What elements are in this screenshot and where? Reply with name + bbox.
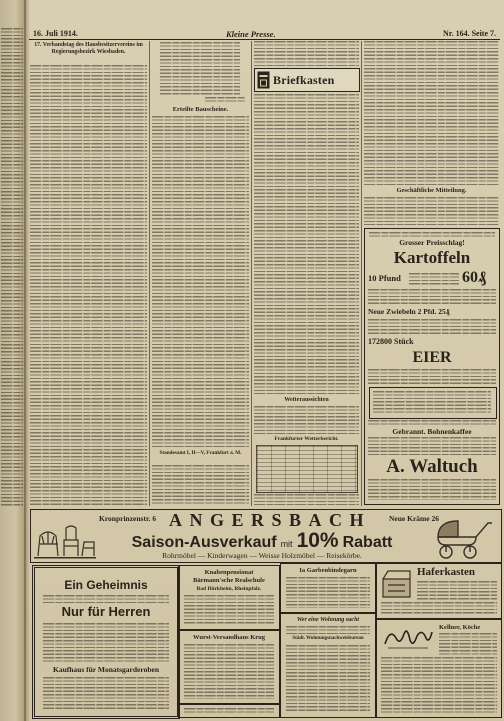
issue-date: 16. Juli 1914. xyxy=(33,29,78,38)
bottom-small-advertisement xyxy=(178,704,280,718)
weather-report-table xyxy=(256,445,358,493)
standesamt-list-text xyxy=(152,465,249,505)
issue-number: Nr. 164. Seite 7. xyxy=(442,29,496,38)
briefkasten-banner xyxy=(254,68,360,92)
staff-ad-text xyxy=(439,633,497,655)
ad-eggs-prices xyxy=(368,369,496,385)
ad-eggs-count: 172800 Stück xyxy=(368,337,414,346)
angersbach-product-list: Rohrmöbel — Kinderwagen — Weisse Holzmöbel — Reisekörbe. xyxy=(162,551,362,560)
ad-price: 60₰ xyxy=(462,269,486,286)
weather-outlook-heading: Wetteraussichten xyxy=(284,397,329,403)
furniture-illustration xyxy=(34,522,96,559)
ad-price-list-text xyxy=(368,319,496,335)
school-advertisement xyxy=(178,565,280,630)
header-rule xyxy=(29,39,500,40)
verbandstag-headline: 17. Verbandstag des Hausbesitzervereins im Regierungsbezirk Wiesbaden. xyxy=(34,42,143,55)
secret-ad-subtitle: Nur für Herren xyxy=(61,604,151,619)
ad-quantity-details xyxy=(409,273,459,285)
column-rule xyxy=(149,41,150,506)
poem-text xyxy=(160,42,240,96)
bottom-small-ad-text xyxy=(184,708,274,714)
sausage-advertisement xyxy=(178,630,280,704)
school-ad-line3: Bad Dürkheim, Rheinpfalz. xyxy=(196,586,262,592)
school-ad-line1: Knabenpensionat xyxy=(204,569,254,576)
ad-price-list-text xyxy=(368,420,496,426)
secret-ad-shop: Kaufhaus für Monatsgarderoben xyxy=(53,665,159,674)
bauscheine-list-text xyxy=(152,116,249,448)
ad-merchant-address xyxy=(368,479,496,500)
ad-eggs-price-box-text xyxy=(373,391,491,414)
standesamt-heading: Standesamt I, II—V, Frankfurt a. M. xyxy=(159,450,242,456)
secret-ad-text xyxy=(43,623,169,663)
angersbach-address-right: Neue Kräme 26 xyxy=(389,514,439,523)
secret-ad-title: Ein Geheimnis xyxy=(64,578,148,592)
weather-outlook-text xyxy=(254,406,359,434)
signature-logo xyxy=(382,624,434,652)
weather-footnote-text xyxy=(254,494,359,505)
ad-product: Kartoffeln xyxy=(393,248,471,267)
housing-ad-text xyxy=(286,645,370,713)
adjacent-page-text xyxy=(1,28,23,506)
sausage-ad-title: Wurst-Versandhaus Krug xyxy=(192,634,266,641)
housing-ad-text xyxy=(286,626,370,634)
ad-onions-offer: Neue Zwiebeln 2 Pfd. 25₰ xyxy=(368,307,450,316)
column-rule xyxy=(251,41,252,506)
housing-ad-line2: Städt. Wohnungsnachweisbureau xyxy=(292,636,364,641)
poem-author xyxy=(205,97,245,102)
ad-coffee-prices xyxy=(368,437,496,455)
oat-bin-ad-title: Haferkasten xyxy=(417,566,476,578)
sausage-ad-text xyxy=(184,644,274,699)
column-top-text xyxy=(254,41,359,66)
angersbach-name: ANGERSBACH xyxy=(169,510,372,530)
secret-ad-address-text xyxy=(43,677,169,711)
baby-carriage-illustration xyxy=(424,515,496,559)
oat-bin-ad-text xyxy=(417,581,497,600)
verbandstag-article-text xyxy=(30,65,147,505)
business-notice-text xyxy=(364,197,499,225)
sale-connector: mit xyxy=(280,539,293,549)
briefkasten-heading: Briefkasten xyxy=(273,73,335,87)
ad-eggs-price-box xyxy=(369,387,497,419)
sale-discount-word: Rabatt xyxy=(342,534,393,551)
ad-quantity: 10 Pfund xyxy=(368,273,401,283)
angersbach-address-left: Kronprinzenstr. 6 xyxy=(99,514,157,523)
briefkasten-answers-text xyxy=(254,94,359,394)
sale-title: Saison-Ausverkauf xyxy=(131,534,277,551)
ad-eggs-heading: EIER xyxy=(412,349,452,366)
ad-slogan: Grosser Preisschlag! xyxy=(399,238,465,247)
oat-bin-illustration xyxy=(380,567,413,599)
staff-ad-text xyxy=(381,657,497,713)
twine-ad-title: Ia Garbenbindegarn xyxy=(299,567,357,574)
ad-coffee-offer: Gebrannt. Bohnenkaffee xyxy=(392,427,472,436)
waltuch-advertisement xyxy=(364,228,500,505)
newspaper-title: Kleine Presse. xyxy=(226,29,276,39)
staff-ad-title: Kellner, Köche xyxy=(439,624,481,631)
housing-advertisement xyxy=(280,613,376,718)
staff-advertisement xyxy=(376,619,502,718)
ad-intro-text xyxy=(369,232,495,237)
bauscheine-heading: Erteilte Bauscheine. xyxy=(172,106,229,113)
angersbach-advertisement xyxy=(30,509,502,563)
market-report-text xyxy=(364,41,499,185)
housing-ad-line1: Wer eine Wohnung sucht xyxy=(296,617,360,623)
herren-advertisement xyxy=(32,565,180,719)
twine-advertisement xyxy=(280,563,376,613)
ad-merchant-name: A. Waltuch xyxy=(386,456,478,477)
sale-discount: 10% xyxy=(296,529,339,552)
school-ad-text xyxy=(184,595,274,625)
oat-bin-advertisement xyxy=(376,563,502,619)
twine-ad-text xyxy=(286,577,370,608)
business-notice-heading: Geschäftliche Mitteilung. xyxy=(396,187,467,194)
secret-ad-text xyxy=(43,595,169,603)
ad-price-list-text xyxy=(368,289,496,305)
oat-bin-ad-text xyxy=(381,602,497,614)
column-rule xyxy=(361,41,362,506)
weather-report-heading: Frankfurter Wetterbericht. xyxy=(274,436,339,442)
school-ad-line2: Bärmann'sche Realschule xyxy=(193,577,265,584)
mailbox-icon xyxy=(257,71,270,89)
